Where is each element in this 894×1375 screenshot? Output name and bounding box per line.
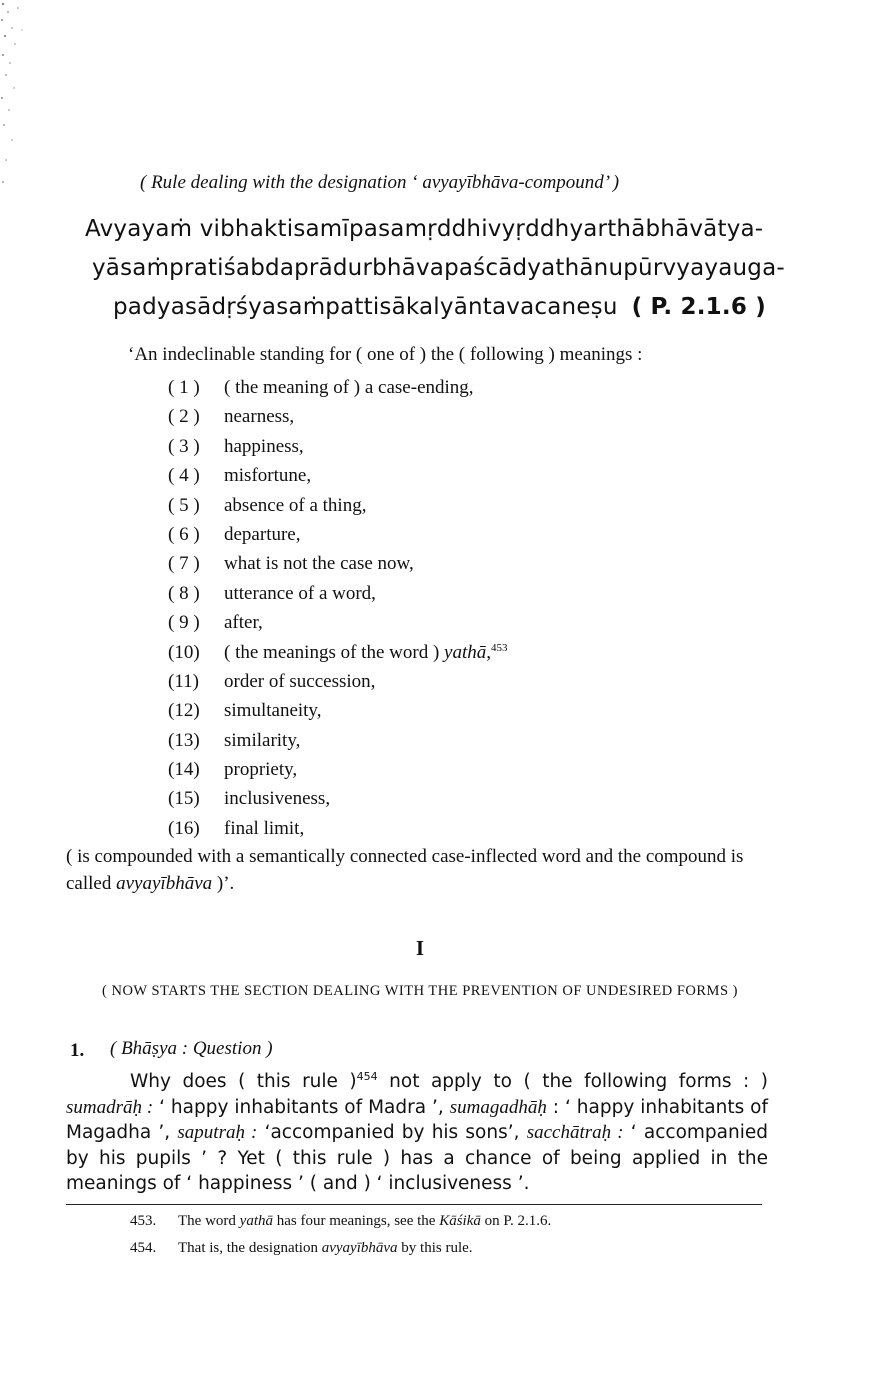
meaning-number: (10) — [168, 641, 200, 663]
bhasya-text: ‘ happy inhabitants of Madra ’, — [153, 1096, 450, 1118]
footnote-ref-454: 454 — [356, 1070, 378, 1083]
bhasya-text: ‘accompanied by his sons’, — [257, 1122, 527, 1143]
meaning-text: misfortune, — [224, 465, 312, 487]
meaning-item — [168, 579, 508, 608]
meaning-text: departure, — [224, 523, 301, 545]
meaning-number: (14) — [168, 759, 200, 781]
meaning-number: ( 3 ) — [168, 435, 200, 457]
sutra-reference: ( P. 2.1.6 ) — [631, 294, 766, 320]
sutra-line-2: yāsaṁpratiśabdaprādurbhāvapaścādyathānupūrvyayauga- — [92, 255, 785, 281]
meaning-item — [168, 696, 508, 725]
meaning-text: happiness, — [224, 435, 304, 457]
closing-text: ( is compounded with a semantically connected case-inflected word and the compound is called — [66, 846, 744, 894]
meaning-item — [168, 667, 508, 696]
meaning-text: what is not the case now, — [224, 553, 414, 575]
meaning-item — [168, 432, 508, 461]
example-word: sumadrāḥ : — [66, 1096, 154, 1118]
meaning-text: after, — [224, 612, 263, 634]
meaning-number: (13) — [168, 729, 200, 751]
footnote-text: on P. 2.1.6. — [480, 1213, 552, 1229]
footnote-number: 453. — [130, 1213, 157, 1229]
meaning-text: nearness, — [224, 406, 295, 428]
sutra-line-3 — [113, 294, 766, 320]
bhasya-caption: ( Bhāṣya : Question ) — [110, 1038, 273, 1059]
meaning-item — [168, 726, 508, 755]
meaning-number: ( 5 ) — [168, 494, 200, 516]
meaning-item — [168, 373, 508, 402]
bhasya-text: : ‘ happy inhabitants of Magadha ’, — [66, 1096, 769, 1143]
meaning-text: ( the meanings of the word ) — [224, 641, 440, 663]
footnote-text: has four meanings, see the — [272, 1213, 440, 1229]
meaning-item — [168, 402, 508, 431]
meaning-text: inclusiveness, — [224, 788, 331, 810]
meaning-number: ( 9 ) — [168, 612, 200, 634]
meaning-item — [168, 549, 508, 578]
footnote-453 — [130, 1213, 551, 1230]
meaning-number: ( 7 ) — [168, 553, 200, 575]
meaning-number: (11) — [168, 670, 199, 692]
meaning-item — [168, 784, 508, 813]
meaning-number: (12) — [168, 700, 200, 722]
footnote-text: by this rule. — [397, 1240, 473, 1256]
example-word: sacchātraḥ : — [526, 1122, 624, 1143]
meaning-item — [168, 814, 508, 843]
meaning-text: similarity, — [224, 729, 301, 751]
footnote-text: The word — [178, 1213, 240, 1229]
meaning-item — [168, 461, 508, 490]
meaning-text: utterance of a word, — [224, 582, 376, 604]
meaning-text: simultaneity, — [224, 700, 322, 722]
example-word: sumagadhāḥ — [449, 1096, 547, 1118]
meaning-text: order of succession, — [224, 670, 376, 692]
footnote-term: avyayībhāva — [321, 1240, 398, 1256]
bhasya-number: 1. — [70, 1040, 85, 1061]
meanings-intro: ‘An indeclinable standing for ( one of ) the ( following ) meanings : — [128, 344, 643, 365]
footnote-ref-453: 453 — [491, 641, 508, 654]
bhasya-paragraph — [66, 1069, 768, 1197]
meaning-text: final limit, — [224, 817, 305, 839]
closing-statement — [66, 843, 766, 897]
footnote-term: yathā — [239, 1213, 273, 1229]
meaning-item — [168, 755, 508, 784]
closing-end: )’. — [216, 873, 235, 894]
meaning-item — [168, 638, 508, 667]
closing-term: avyayībhāva — [116, 873, 213, 894]
meaning-number: ( 8 ) — [168, 582, 200, 604]
footnote-text: That is, the designation — [178, 1240, 322, 1256]
meaning-item — [168, 608, 508, 637]
footnote-454 — [130, 1240, 473, 1257]
meaning-text: propriety, — [224, 759, 298, 781]
scan-noise-specks — [0, 0, 30, 210]
meaning-number: ( 6 ) — [168, 523, 200, 545]
meanings-list — [168, 373, 508, 843]
meaning-item — [168, 491, 508, 520]
footnote-term: Kāśikā — [439, 1213, 481, 1229]
meaning-number: (16) — [168, 817, 200, 839]
example-word: saputraḥ : — [177, 1122, 258, 1143]
meaning-text: ( the meaning of ) a case-ending, — [224, 377, 474, 398]
bhasya-text: Why does ( this rule ) — [130, 1071, 357, 1092]
meaning-text: absence of a thing, — [224, 494, 367, 516]
meaning-term: yathā, — [444, 641, 491, 663]
footnote-number: 454. — [130, 1240, 157, 1256]
section-title: ( NOW STARTS THE SECTION DEALING WITH THE PREVENTION OF UNDESIRED FORMS ) — [102, 983, 738, 999]
sutra-line-1: Avyayaṁ vibhaktisamīpasamṛddhivyṛddhyarthābhāvātya- — [85, 216, 764, 242]
bhasya-text: not apply to ( the following forms : ) — [377, 1071, 768, 1092]
meaning-item — [168, 520, 508, 549]
meaning-number: ( 2 ) — [168, 406, 200, 428]
meaning-number: (15) — [168, 788, 200, 810]
meaning-number: ( 4 ) — [168, 465, 200, 487]
rule-caption: ( Rule dealing with the designation ‘ avyayībhāva-compound’ ) — [140, 172, 620, 193]
sutra-line-3-text: padyasādṛśyasaṁpattisākalyāntavacaneṣu — [113, 294, 618, 320]
meaning-number: ( 1 ) — [168, 377, 200, 398]
section-numeral: I — [415, 936, 425, 960]
footnote-divider — [66, 1204, 762, 1205]
bhasya-text: ‘ accompanied by his pupils ’ ? Yet ( this rule ) has a chance of being applied in the meanings of ‘ happiness ’ ( and ) ‘ inclusiveness ’. — [66, 1122, 768, 1194]
